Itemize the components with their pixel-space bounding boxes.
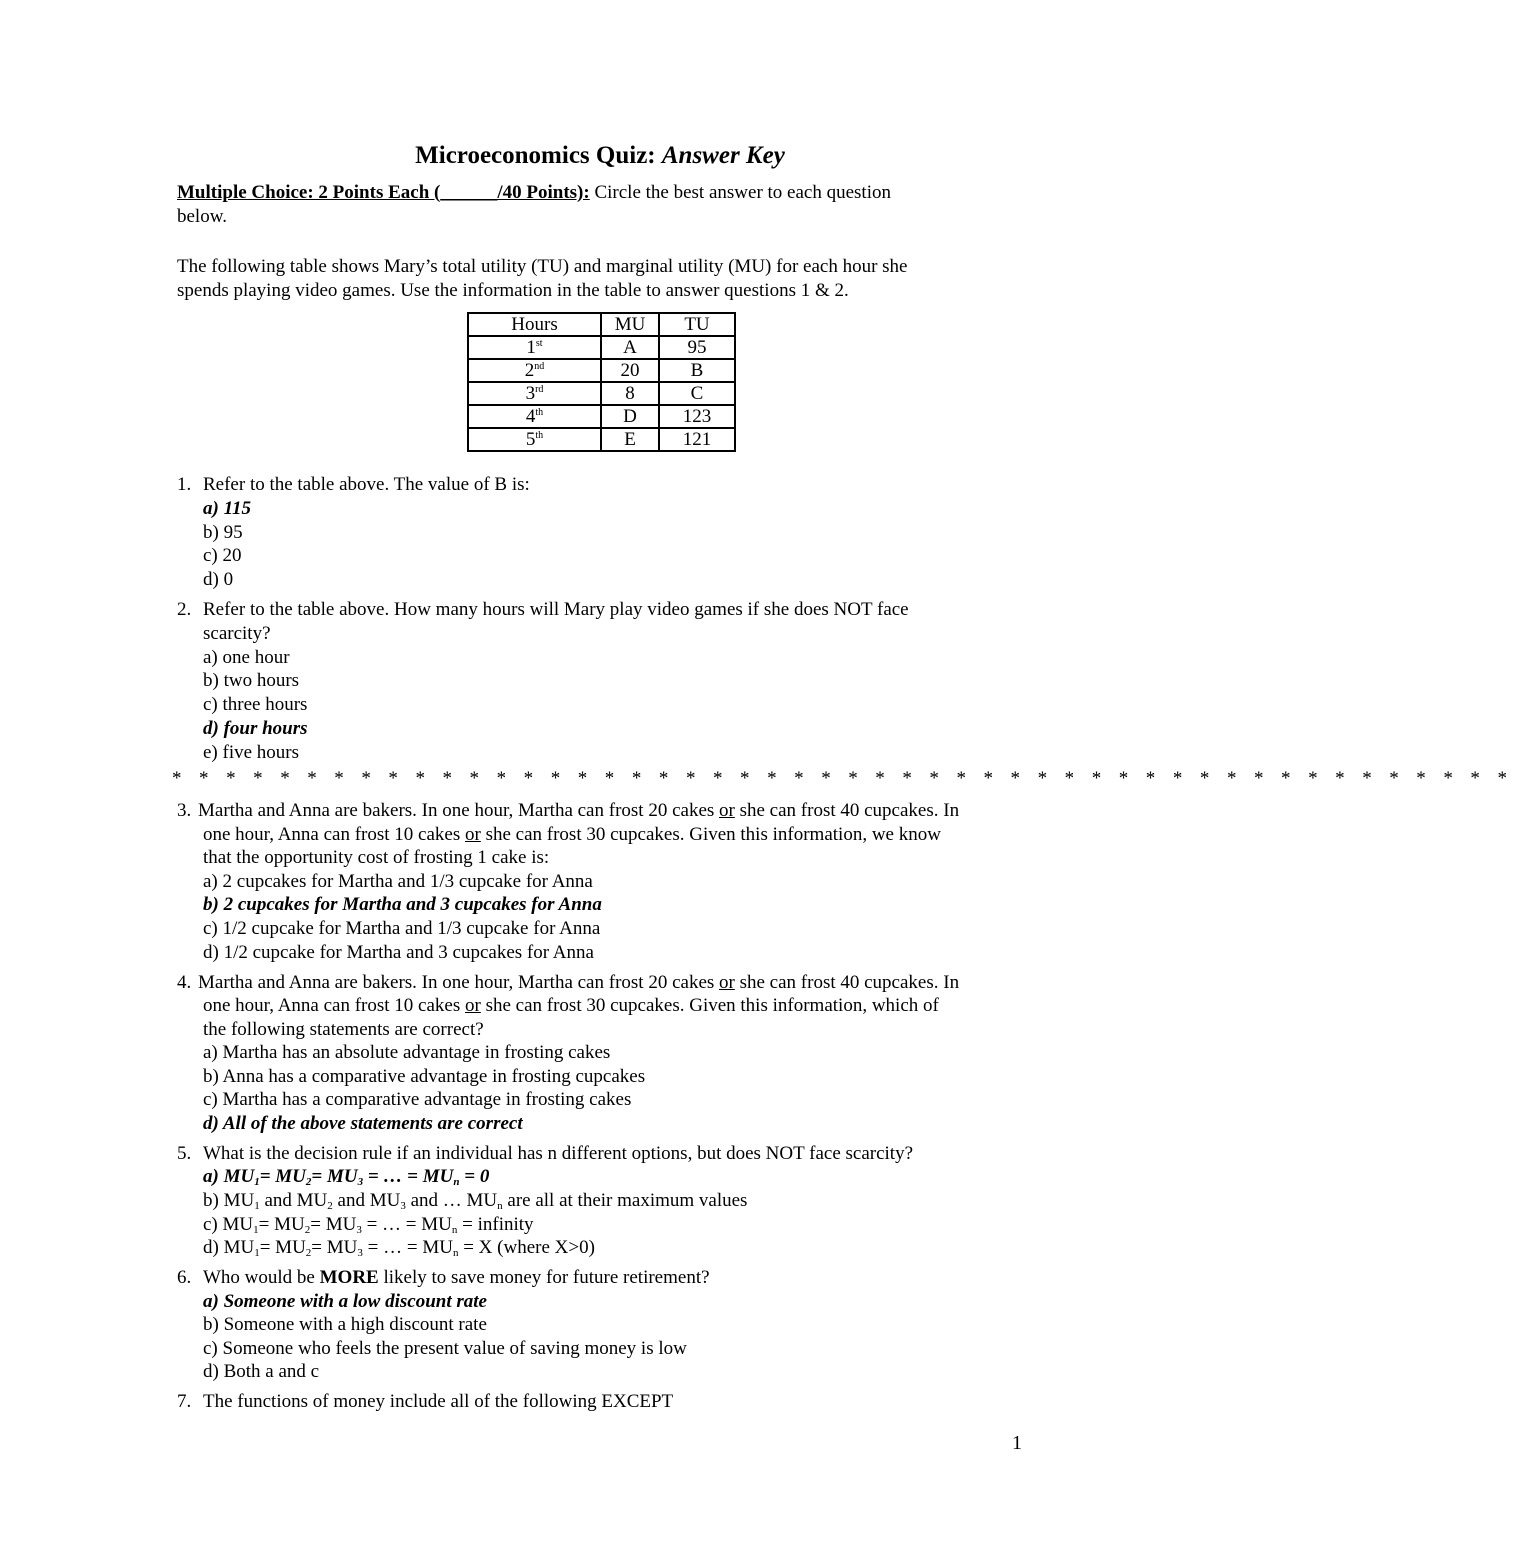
hour-cell: 1st — [468, 336, 601, 359]
q6-option-a-answer: a) Someone with a low discount rate — [203, 1291, 487, 1312]
table-row — [468, 382, 735, 405]
q6-option-d: d) Both a and c — [203, 1361, 320, 1382]
q2-option-c: c) three hours — [203, 694, 308, 715]
header-hours: Hours — [468, 313, 601, 336]
q3-text-cont2: that the opportunity cost of frosting 1 cake is: — [203, 847, 550, 868]
q5-number: 5. — [177, 1143, 192, 1164]
q1-option-b: b) 95 — [203, 522, 243, 543]
page-title: Microeconomics Quiz: Answer Key — [415, 142, 785, 169]
q2-option-e: e) five hours — [203, 742, 300, 763]
section-divider: * * * * * * * * * * * * * * * * * * * * * * * * * * * * * * * * * * * * * * * * * * * * * * * * * * — [172, 768, 1513, 789]
q3-option-b-answer: b) 2 cupcakes for Martha and 3 cupcakes for Anna — [203, 894, 602, 915]
q4-option-d-answer: d) All of the above statements are correct — [203, 1113, 523, 1134]
hour-cell: 4th — [468, 405, 601, 428]
q4-text-cont: one hour, Anna can frost 10 cakes or she can frost 30 cupcakes. Given this information, which of — [203, 995, 939, 1016]
section-instruction-cont: below. — [177, 206, 227, 227]
q4-text-cont2: the following statements are correct? — [203, 1019, 484, 1040]
q2-option-b: b) two hours — [203, 670, 300, 691]
q1-option-a-answer: a) 115 — [203, 498, 252, 519]
mu-cell: E — [601, 428, 659, 451]
mu-cell: 20 — [601, 359, 659, 382]
q1-option-c: c) 20 — [203, 545, 242, 566]
q5-text: What is the decision rule if an individual has n different options, but does NOT face scarcity? — [203, 1143, 914, 1164]
q3-text-cont: one hour, Anna can frost 10 cakes or she can frost 30 cupcakes. Given this information, we know — [203, 824, 941, 845]
hour-cell: 5th — [468, 428, 601, 451]
q6-option-c: c) Someone who feels the present value of saving money is low — [203, 1338, 687, 1359]
hour-cell: 3rd — [468, 382, 601, 405]
q4-number: 4. — [177, 972, 192, 993]
q2-text-cont: scarcity? — [203, 623, 271, 644]
tu-cell: B — [659, 359, 735, 382]
q5-option-c: c) $MU_1= MU_2= MU_3$ = … = $MU_n$ = infinity — [203, 1214, 534, 1236]
q4-text: Martha and Anna are bakers. In one hour, Martha can frost 20 cakes or she can frost 40 cupcakes. In — [198, 972, 960, 993]
page-number: 1 — [1012, 1432, 1022, 1454]
q3-number: 3. — [177, 800, 192, 821]
table-header-row — [468, 313, 735, 336]
q5-option-b: b) $MU_1$ and $MU_2$ and $MU_3$ and … $MU_n$ are all at their maximum values — [203, 1190, 748, 1212]
q4-option-b: b) Anna has a comparative advantage in frosting cupcakes — [203, 1066, 646, 1087]
mu-cell: 8 — [601, 382, 659, 405]
q7-text: The functions of money include all of the following EXCEPT — [203, 1391, 674, 1412]
tu-cell: 95 — [659, 336, 735, 359]
mu-cell: D — [601, 405, 659, 428]
tu-cell: 121 — [659, 428, 735, 451]
q6-option-b: b) Someone with a high discount rate — [203, 1314, 487, 1335]
q6-text: Who would be MORE likely to save money for future retirement? — [203, 1267, 710, 1288]
q3-option-d: d) 1/2 cupcake for Martha and 3 cupcakes for Anna — [203, 942, 594, 963]
q2-number: 2. — [177, 599, 192, 620]
q5-option-d: d) $MU_1= MU_2= MU_3$ = … = $MU_n = X$ (where X>0) — [203, 1237, 595, 1259]
q1-text: Refer to the table above. The value of B is: — [203, 474, 530, 495]
q4-option-a: a) Martha has an absolute advantage in frosting cakes — [203, 1042, 611, 1063]
header-mu: MU — [601, 313, 659, 336]
q5-option-a-answer: a) $MU_1= MU_2= MU_3$ = … = $MU_n = 0$ — [203, 1166, 490, 1188]
mu-cell: A — [601, 336, 659, 359]
table-row — [468, 359, 735, 382]
section-heading: Multiple Choice: 2 Points Each (______/40 Points): Circle the best answer to each question — [177, 182, 891, 203]
utility-table — [467, 312, 736, 452]
q2-text: Refer to the table above. How many hours will Mary play video games if she does NOT face — [203, 599, 909, 620]
q1-option-d: d) 0 — [203, 569, 234, 590]
table-row — [468, 336, 735, 359]
tu-cell: 123 — [659, 405, 735, 428]
tu-cell: C — [659, 382, 735, 405]
q3-option-a: a) 2 cupcakes for Martha and 1/3 cupcake for Anna — [203, 871, 593, 892]
q2-option-d-answer: d) four hours — [203, 718, 308, 739]
q1-number: 1. — [177, 474, 192, 495]
q6-number: 6. — [177, 1267, 192, 1288]
q3-text: Martha and Anna are bakers. In one hour, Martha can frost 20 cakes or she can frost 40 cupcakes. In — [198, 800, 960, 821]
hour-cell: 2nd — [468, 359, 601, 382]
intro-line-2: spends playing video games. Use the information in the table to answer questions 1 & 2. — [177, 280, 849, 301]
intro-line-1: The following table shows Mary’s total utility (TU) and marginal utility (MU) for each hour she — [177, 256, 908, 277]
table-row — [468, 405, 735, 428]
q7-number: 7. — [177, 1391, 192, 1412]
table-row — [468, 428, 735, 451]
q4-option-c: c) Martha has a comparative advantage in frosting cakes — [203, 1089, 632, 1110]
header-tu: TU — [659, 313, 735, 336]
q2-option-a: a) one hour — [203, 647, 290, 668]
q3-option-c: c) 1/2 cupcake for Martha and 1/3 cupcake for Anna — [203, 918, 601, 939]
